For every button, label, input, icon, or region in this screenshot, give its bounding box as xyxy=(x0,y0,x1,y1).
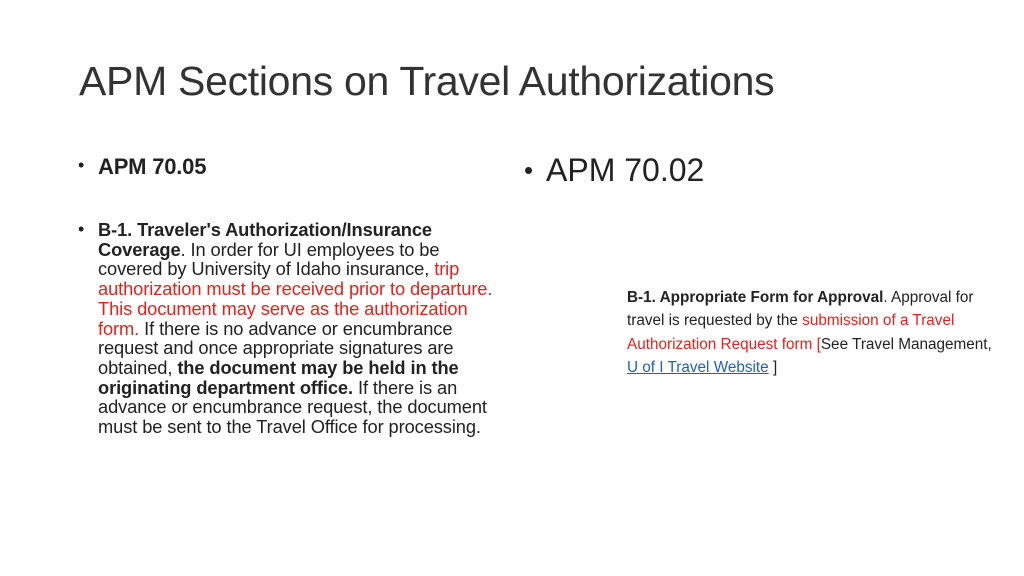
heading-text: APM 70.02 xyxy=(546,152,705,188)
policy-paragraph-70-05 xyxy=(78,220,508,437)
page-title: APM Sections on Travel Authorizations xyxy=(79,58,775,104)
section-label: B-1. Appropriate Form for Approval xyxy=(627,289,884,306)
highlight-bold: the document may be held in the originating department office. xyxy=(98,356,459,398)
text-span: . Approval for travel is requested by the xyxy=(627,289,974,330)
text-span: If there is an advance or encumbrance request, the document must be sent to the Travel Office for processing. xyxy=(98,376,487,438)
text-span: See Travel Management, xyxy=(820,335,992,353)
text-span: . In order for UI employees to be covered by University of Idaho insurance, xyxy=(98,238,440,280)
section-label: B-1. Traveler's Authorization/Insurance Coverage xyxy=(98,219,432,260)
bullet-dot: • xyxy=(78,155,85,175)
paragraph-text xyxy=(98,220,508,437)
text-span: If there is no advance or encumbrance request and once appropriate signatures are obtained, xyxy=(98,317,454,378)
bullet-dot: • xyxy=(78,219,85,239)
text-span: ] xyxy=(768,358,778,376)
highlight-red: submission of a Travel Authorization Request form [ xyxy=(627,312,955,353)
policy-paragraph-70-02 xyxy=(627,286,997,379)
heading-apm-70-02 xyxy=(524,150,704,190)
bullet-dot: • xyxy=(524,155,534,185)
highlight-red: trip authorization must be received prior to departure. This document may serve as the authorization form. xyxy=(98,258,493,339)
heading-text: APM 70.05 xyxy=(98,154,207,179)
travel-website-link[interactable]: U of I Travel Website xyxy=(627,358,769,376)
left-column xyxy=(78,152,508,437)
heading-apm-70-05 xyxy=(78,152,508,182)
